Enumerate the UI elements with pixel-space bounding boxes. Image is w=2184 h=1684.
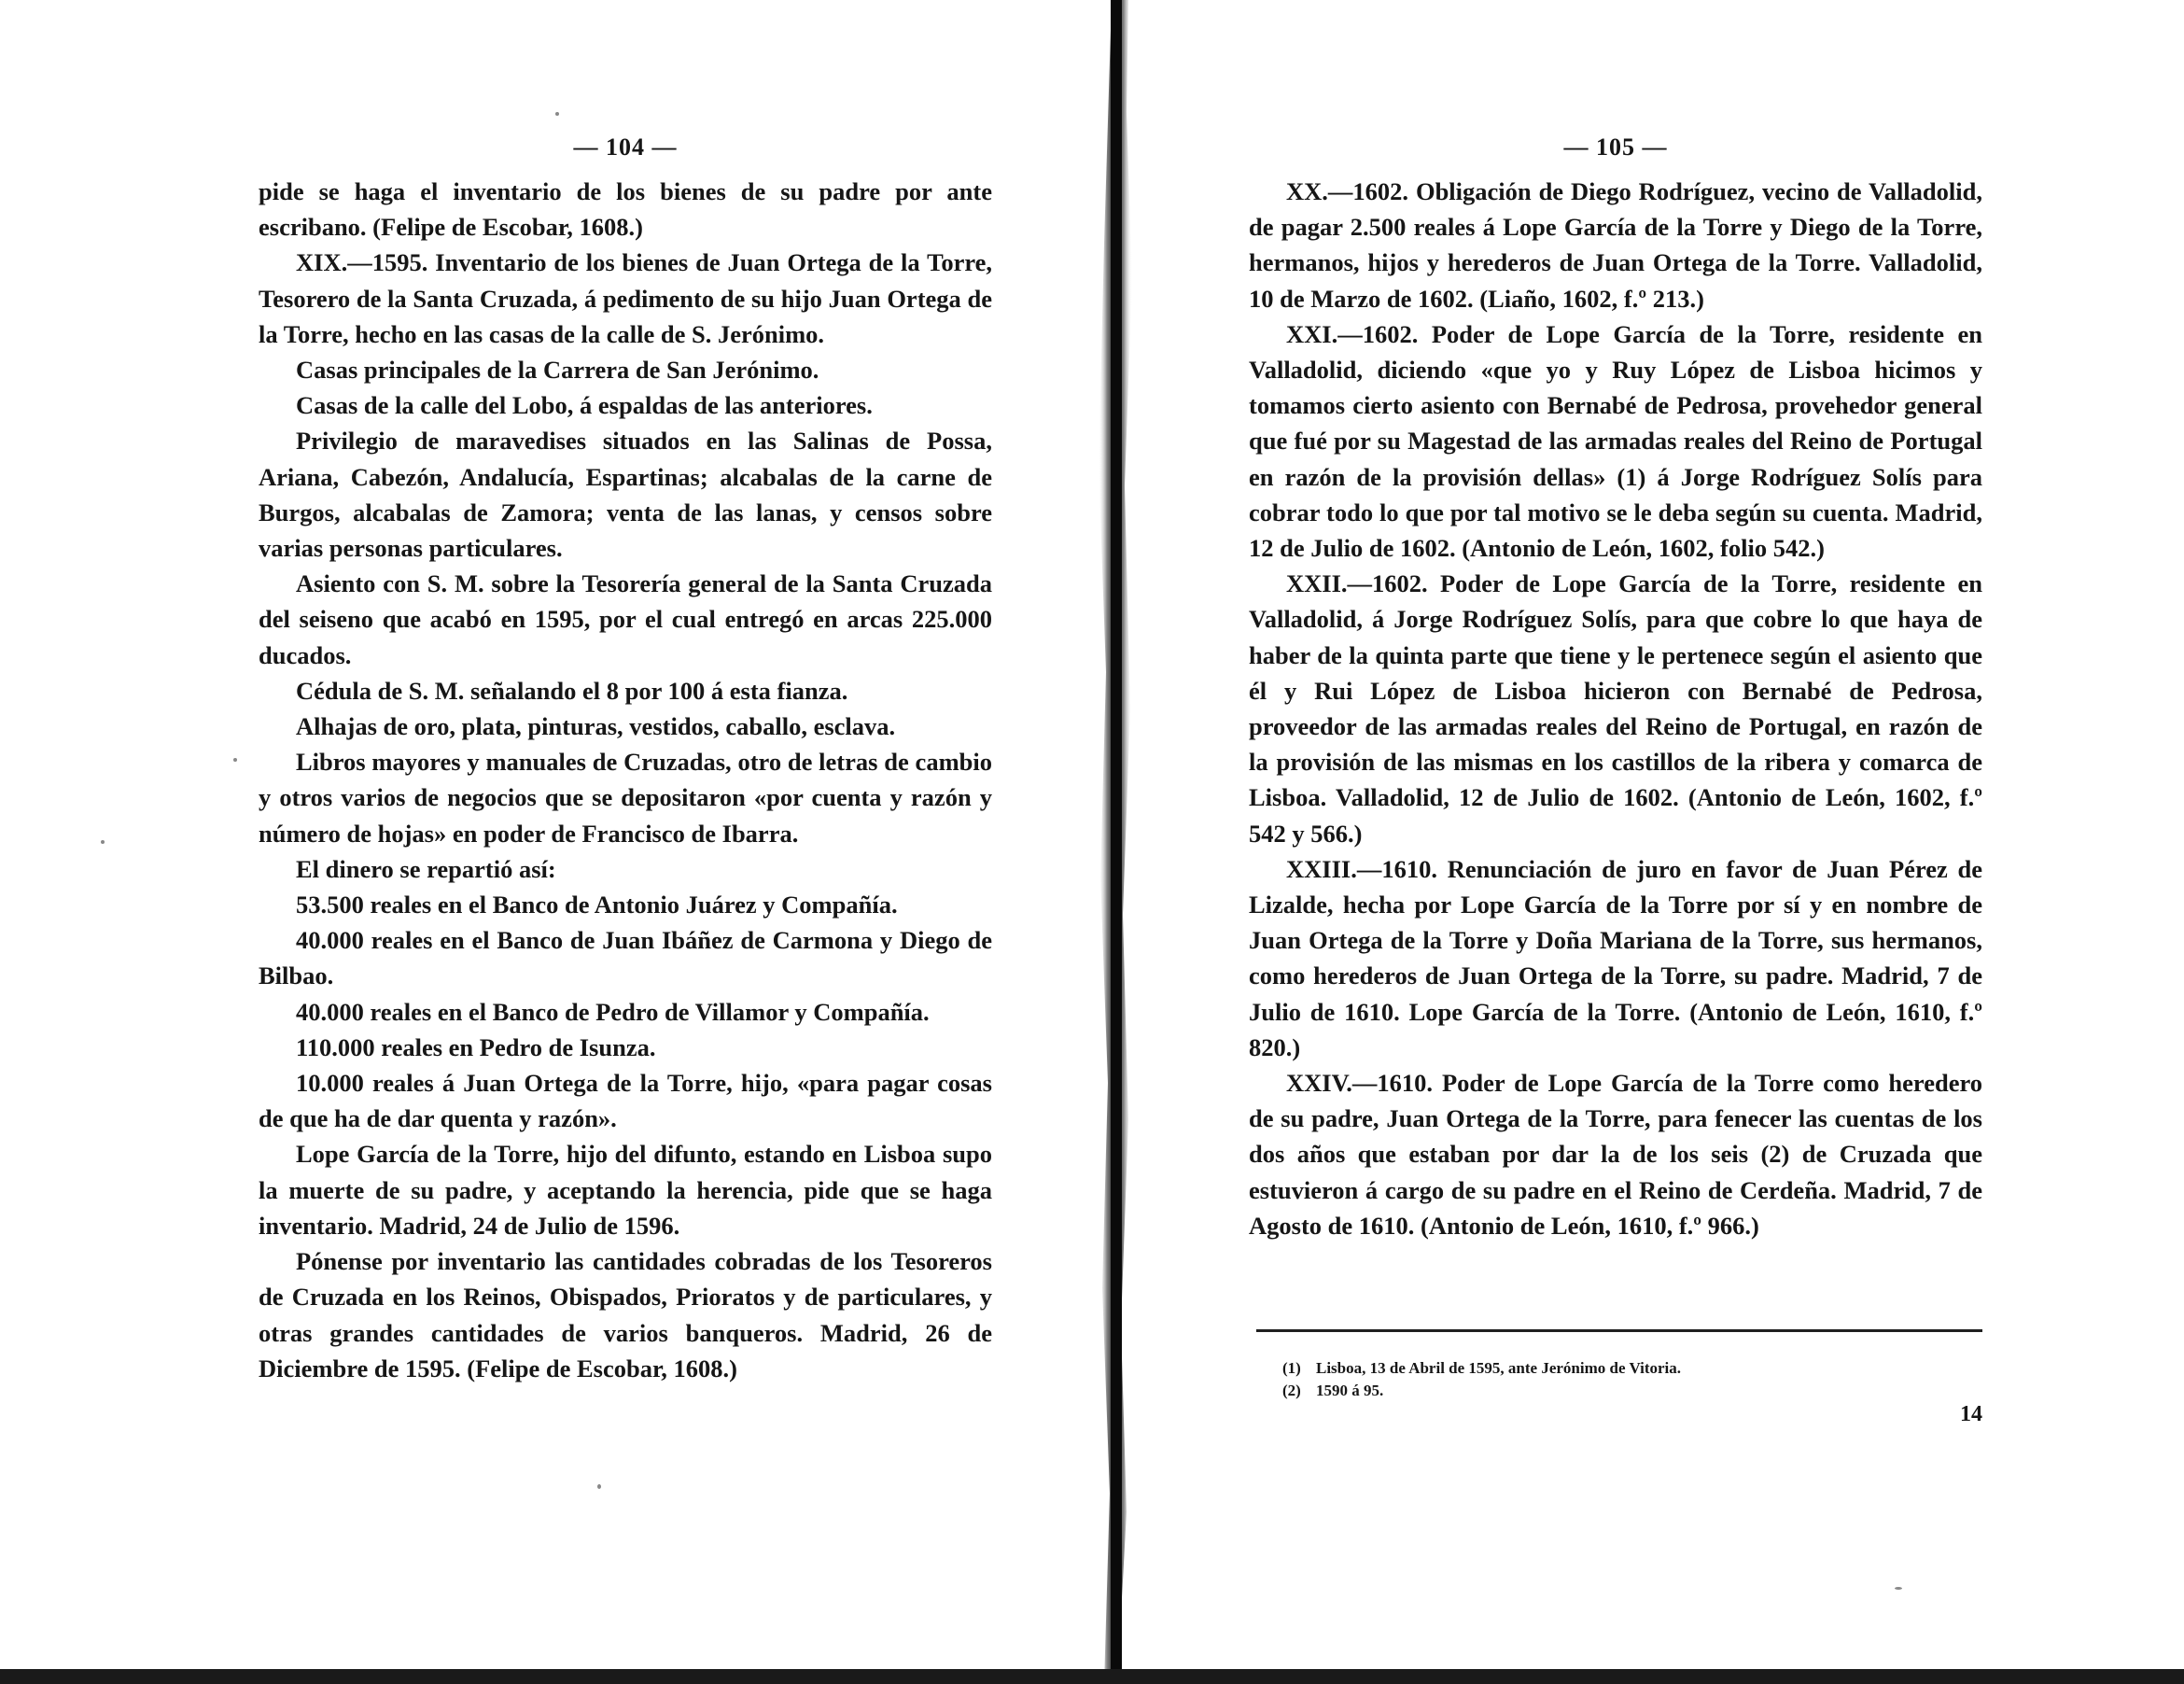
scan-speck <box>1895 1587 1902 1590</box>
paragraph: 53.500 reales en el Banco de Antonio Juárez y Compañía. <box>296 891 898 919</box>
left-page-body <box>259 174 992 1386</box>
paragraph: Casas principales de la Carrera de San Jerónimo. <box>296 356 819 385</box>
paragraph: 110.000 reales en Pedro de Isunza. <box>296 1032 656 1061</box>
page-number-105: — 105 — <box>1563 133 1668 161</box>
scan-speck <box>101 840 105 844</box>
footnote-2 <box>1282 1380 1973 1402</box>
signature-mark: 14 <box>1960 1402 1982 1426</box>
paragraph: 40.000 reales en el Banco de Juan Ibáñez de Carmona y Diego de Bilbao. <box>259 926 992 990</box>
footnotes <box>1282 1357 1973 1402</box>
paragraph: Pónense por inventario las cantidades cobradas de los Tesoreros de Cruzada en los Reinos, Obispados, Prioratos y de particulares, y otras grandes cantidades de varios banqueros. Madrid, 26 de Diciembre de 1595. (Felipe de Escobar, 1608.) <box>259 1247 992 1382</box>
paragraph: Libros mayores y manuales de Cruzadas, otro de letras de cambio y otros varios de negocios que se depositaron «por cuenta y razón y número de hojas» en poder de Francisco de Ibarra. <box>259 748 992 848</box>
entry-xxiii: XXIII.—1610. Renunciación de juro en favor de Juan Pérez de Lizalde, hecha por Lope García de la Torre por sí y en nombre de Juan Ortega de la Torre y Doña Mariana de la Torre, sus hermanos, como herederos de Juan Ortega de la Torre, su padre. Madrid, 7 de Julio de 1610. Lope García de la Torre. (Antonio de León, 1610, f.º 820.) <box>1249 854 1982 1061</box>
paragraph: pide se haga el inventario de los bienes de su padre por ante escribano. (Felipe de Escobar, 1608.) <box>259 177 992 242</box>
scan-speck <box>233 758 237 762</box>
paragraph: Cédula de S. M. señalando el 8 por 100 á esta fianza. <box>296 676 848 705</box>
entry-xxiv: XXIV.—1610. Poder de Lope García de la Torre como heredero de su padre, Juan Ortega de la Torre, para fenecer las cuentas de los dos años que estaban por dar la de los seis (2) de Cruzada que estuvieron á cargo de su padre en el Reino de Cerdeña. Madrid, 7 de Agosto de 1610. (Antonio de León, 1610, f.º 966.) <box>1249 1069 1982 1240</box>
footnote-1 <box>1282 1357 1973 1380</box>
footnote-mark: (2) <box>1282 1382 1301 1399</box>
entry-xxi: XXI.—1602. Poder de Lope García de la Torre, residente en Valladolid, diciendo «que yo y Ruy López de Lisboa hicimos y tomamos cierto asiento con Bernabé de Pedrosa, provehedor general que fué por su Magestad de las armadas reales del Reino de Portugal en razón de la provisión dellas» (1) á Jorge Rodríguez Solís para cobrar todo lo que por tal motivo se le deba según su cuenta. Madrid, 12 de Julio de 1602. (Antonio de León, 1602, folio 542.) <box>1249 319 1982 563</box>
paragraph: 40.000 reales en el Banco de Pedro de Villamor y Compañía. <box>296 997 930 1026</box>
page-number-104: — 104 — <box>573 133 678 161</box>
paragraph: Asiento con S. M. sobre la Tesorería general de la Santa Cruzada del seiseno que acabó en 1595, por el cual entregó en arcas 225.000 ducados. <box>259 569 992 669</box>
book-gutter-shadow <box>1085 0 1151 1684</box>
entry-xxii: XXII.—1602. Poder de Lope García de la Torre, residente en Valladolid, á Jorge Rodríguez Solís, para que cobre lo que haya de haber de la quinta parte que tiene y le pertenece según el asiento que él y Rui López de Lisboa hicieron con Bernabé de Pedrosa, proveedor de las armadas reales del Reino de Portugal, en razón de la provisión de las mismas en los castillos de la ribera y comarca de Lisboa. Valladolid, 12 de Julio de 1602. (Antonio de León, 1602, f.º 542 y 566.) <box>1249 569 1982 848</box>
paragraph: Privilegio de maravedises situados en las Salinas de Possa, Ariana, Cabezón, Andalucía, Espartinas; alcabalas de la carne de Burgos, alcabalas de Zamora; venta de las lanas, y censos sobre varias personas particulares. <box>259 427 992 563</box>
entry-xix: XIX.—1595. Inventario de los bienes de Juan Ortega de la Torre, Tesorero de la Santa Cruzada, á pedimento de su hijo Juan Ortega de la Torre, hecho en las casas de la calle de S. Jerónimo. <box>259 248 992 348</box>
footnote-divider <box>1256 1329 1982 1332</box>
footnote-text: 1590 á 95. <box>1316 1382 1384 1399</box>
scan-speck <box>555 112 559 116</box>
right-page-body <box>1249 174 1982 1243</box>
paragraph: Lope García de la Torre, hijo del difunto, estando en Lisboa supo la muerte de su padre, y aceptando la herencia, pide que se haga inventario. Madrid, 24 de Julio de 1596. <box>259 1140 992 1240</box>
scan-edge-bar <box>0 1669 2184 1684</box>
paragraph: El dinero se repartió así: <box>296 854 556 883</box>
footnote-mark: (1) <box>1282 1359 1301 1377</box>
paragraph: 10.000 reales á Juan Ortega de la Torre, hijo, «para pagar cosas de que ha de dar quenta y razón». <box>259 1069 992 1133</box>
entry-xx: XX.—1602. Obligación de Diego Rodríguez, vecino de Valladolid, de pagar 2.500 reales á Lope García de la Torre y Diego de la Torre, hermanos, hijos y herederos de Juan Ortega de la Torre. Valladolid, 10 de Marzo de 1602. (Liaño, 1602, f.º 213.) <box>1249 177 1982 313</box>
footnote-text: Lisboa, 13 de Abril de 1595, ante Jerónimo de Vitoria. <box>1316 1359 1681 1377</box>
paragraph: Casas de la calle del Lobo, á espaldas de las anteriores. <box>296 391 873 420</box>
scan-speck <box>597 1484 601 1489</box>
paragraph: Alhajas de oro, plata, pinturas, vestidos, caballo, esclava. <box>296 712 896 741</box>
